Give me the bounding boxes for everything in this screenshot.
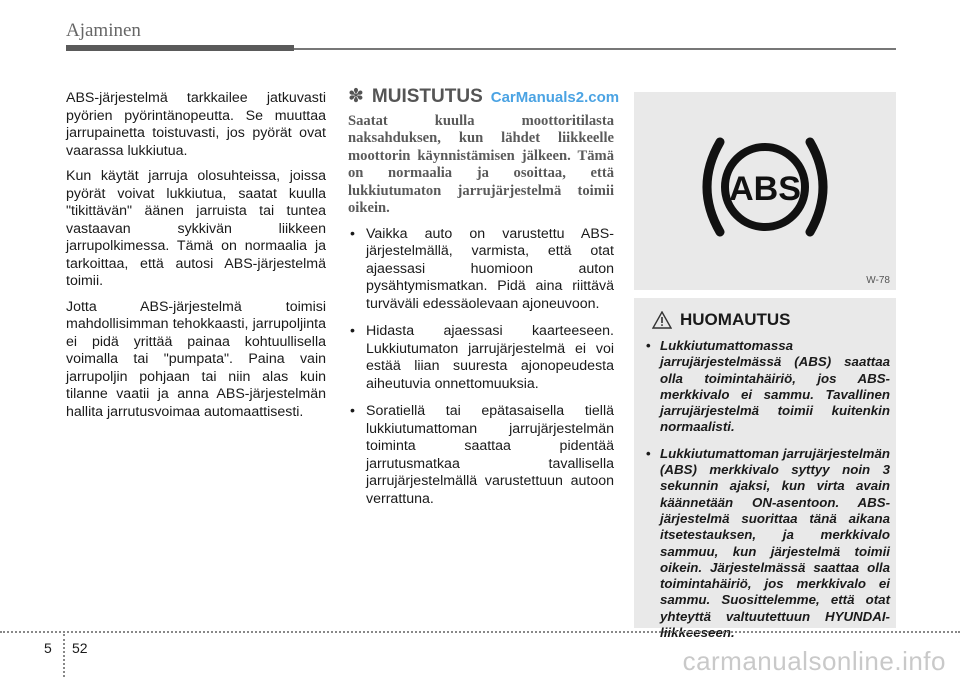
list-item: • Hidasta ajaessasi kaarteeseen. Lukkiutumaton jarrujärjestelmä ei voi estää liian suuresta ajonopeudesta aiheutuvia onnettomuuksia. bbox=[348, 323, 614, 393]
abs-figure bbox=[634, 92, 896, 290]
list-item: • Vaikka auto on varustettu ABS-järjestelmällä, varmista, että otat ajaessasi huomioon auton pysähtymismatkan. Pidä aina riittävä turväväli edessäolevaan ajoneuvoon. bbox=[348, 226, 614, 314]
site-watermark: carmanualsonline.info bbox=[682, 646, 946, 676]
memo-bullet-list bbox=[348, 226, 614, 509]
warning-triangle-icon bbox=[652, 311, 672, 329]
list-item: • Lukkiutumattomassa jarrujärjestelmässä (ABS) saattaa olla toimintahäiriö, jos ABS-merkkivalo ei sammu. Tavallinen jarrujärjestelmä toimii kuitenkin normaalisti. bbox=[644, 338, 890, 436]
page-number: 52 bbox=[72, 640, 88, 656]
list-item: • Lukkiutumattoman jarrujärjestelmän (ABS) merkkivalo syttyy noin 3 sekunnin ajaksi, kun virta avain käännetään ON-asentoon. ABS-järjestelmä suorittaa tänä aikana itsetestauksen, ja merkkivalo sammuu, kun järjestelmä toimii oikein. Järjestelmässä saattaa olla toimintahäiriö, jos merkkivalo ei sammu. Suosittelemme, että otat yhteyttä valtuutettuun HYUNDAI-liikkeeseen. bbox=[644, 446, 890, 642]
figure-code: W-78 bbox=[866, 275, 890, 286]
notice-box bbox=[634, 298, 896, 641]
memo-section bbox=[348, 86, 620, 518]
asterisk-icon: ✽ bbox=[348, 86, 364, 107]
header-bar bbox=[66, 45, 294, 51]
memo-text: Saatat kuulla moottoritilasta naksahduksen, kun lähdet liikkeelle moottorin käynnistämisen jälkeen. Tämä on normaalia ja osoittaa, että lukkiutumaton jarrujärjestelmä toimii oikein. bbox=[348, 112, 614, 216]
watermark-text: CarManuals2.com bbox=[490, 89, 620, 106]
chapter-number: 5 bbox=[44, 640, 52, 656]
footer-divider bbox=[0, 631, 960, 633]
list-item: • Soratiellä tai epätasaisella tiellä lukkiutumattoman jarrujärjestelmän toiminta saattaa pidentää jarrutusmatkaa tavallisella jarrujärjestelmällä varustettuun autoon verrattuna. bbox=[348, 403, 614, 508]
memo-title: MUISTUTUS bbox=[371, 86, 483, 107]
paragraph: Kun käytät jarruja olosuhteissa, joissa pyörät voivat lukkiutua, saatat kuulla "tikittävän" äänen jarruista tai tuntea vastaavan sykkivän liikkeen jarrupolkimessa. Tämä on normaalia ja tarkoittaa, että autosi ABS-järjestelmä toimii. bbox=[66, 168, 326, 289]
memo-heading bbox=[348, 86, 620, 107]
footer-vertical-divider bbox=[63, 634, 65, 677]
notice-heading bbox=[652, 310, 791, 330]
notice-title: HUOMAUTUS bbox=[680, 310, 791, 329]
page-header-title: Ajaminen bbox=[66, 20, 141, 41]
abs-label: ABS bbox=[729, 170, 801, 208]
notice-bullet-list bbox=[644, 338, 890, 651]
header-rule bbox=[294, 48, 896, 50]
abs-warning-icon bbox=[700, 132, 830, 242]
paragraph: Jotta ABS-järjestelmä toimisi mahdollisimman tehokkaasti, jarrupoljinta ei pidä yrittää painaa kohtuullisella voimalla tai "pumpata". Paina vain jarrupoljin pohjaan tai niin alas kuin tilanne vaatii ja anna ABS-järjestelmän hallita jarrutusvoimaa automaattisesti. bbox=[66, 298, 326, 420]
left-column bbox=[66, 90, 326, 429]
paragraph: ABS-järjestelmä tarkkailee jatkuvasti pyörien pyörintänopeutta. Se muuttaa jarrupainetta toistuvasti, jos pyörät ovat vaarassa lukkiutua. bbox=[66, 90, 326, 159]
